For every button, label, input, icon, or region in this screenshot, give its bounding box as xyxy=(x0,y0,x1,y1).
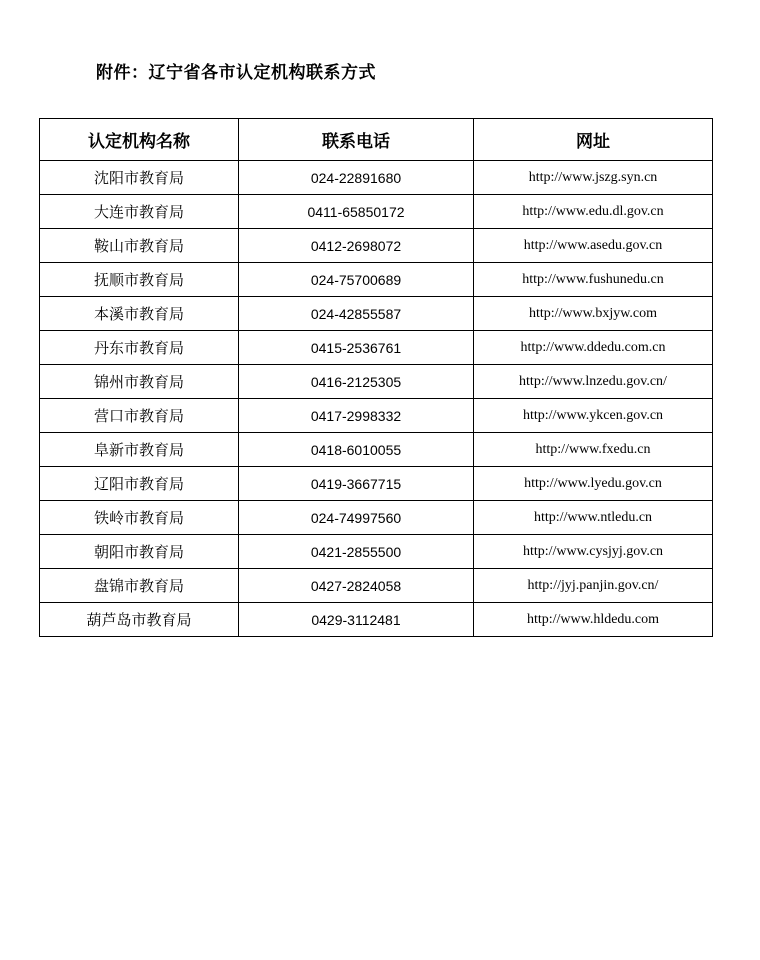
org-url: http://www.jszg.syn.cn xyxy=(474,161,713,195)
header-name: 认定机构名称 xyxy=(40,119,239,161)
org-phone: 024-75700689 xyxy=(239,263,474,297)
org-phone: 024-42855587 xyxy=(239,297,474,331)
org-url: http://www.ddedu.com.cn xyxy=(474,331,713,365)
org-phone: 0415-2536761 xyxy=(239,331,474,365)
org-url: http://www.fushunedu.cn xyxy=(474,263,713,297)
org-name: 辽阳市教育局 xyxy=(40,467,239,501)
table-row xyxy=(40,263,713,297)
org-name: 大连市教育局 xyxy=(40,195,239,229)
org-name: 葫芦岛市教育局 xyxy=(40,603,239,637)
table-row xyxy=(40,569,713,603)
org-name: 盘锦市教育局 xyxy=(40,569,239,603)
org-phone: 0429-3112481 xyxy=(239,603,474,637)
org-phone: 0419-3667715 xyxy=(239,467,474,501)
org-name: 锦州市教育局 xyxy=(40,365,239,399)
table-row xyxy=(40,365,713,399)
org-url: http://jyj.panjin.gov.cn/ xyxy=(474,569,713,603)
table-row xyxy=(40,161,713,195)
header-url: 网址 xyxy=(474,119,713,161)
org-url: http://www.edu.dl.gov.cn xyxy=(474,195,713,229)
org-name: 铁岭市教育局 xyxy=(40,501,239,535)
table-row xyxy=(40,229,713,263)
org-phone: 024-74997560 xyxy=(239,501,474,535)
org-url: http://www.cysjyj.gov.cn xyxy=(474,535,713,569)
org-url: http://www.fxedu.cn xyxy=(474,433,713,467)
org-url: http://www.asedu.gov.cn xyxy=(474,229,713,263)
org-name: 阜新市教育局 xyxy=(40,433,239,467)
org-name: 沈阳市教育局 xyxy=(40,161,239,195)
table-body xyxy=(40,161,713,637)
org-name: 鞍山市教育局 xyxy=(40,229,239,263)
org-name: 本溪市教育局 xyxy=(40,297,239,331)
table-row xyxy=(40,467,713,501)
contact-table xyxy=(39,118,713,637)
org-phone: 0416-2125305 xyxy=(239,365,474,399)
org-phone: 024-22891680 xyxy=(239,161,474,195)
table-row xyxy=(40,501,713,535)
org-name: 营口市教育局 xyxy=(40,399,239,433)
table-row xyxy=(40,297,713,331)
table-row xyxy=(40,399,713,433)
org-url: http://www.bxjyw.com xyxy=(474,297,713,331)
org-name: 丹东市教育局 xyxy=(40,331,239,365)
org-url: http://www.lnzedu.gov.cn/ xyxy=(474,365,713,399)
page-title: 附件：辽宁省各市认定机构联系方式 xyxy=(96,63,376,83)
org-url: http://www.lyedu.gov.cn xyxy=(474,467,713,501)
org-phone: 0421-2855500 xyxy=(239,535,474,569)
org-url: http://www.ykcen.gov.cn xyxy=(474,399,713,433)
table-row xyxy=(40,331,713,365)
org-phone: 0418-6010055 xyxy=(239,433,474,467)
org-phone: 0412-2698072 xyxy=(239,229,474,263)
org-phone: 0427-2824058 xyxy=(239,569,474,603)
org-name: 朝阳市教育局 xyxy=(40,535,239,569)
org-url: http://www.hldedu.com xyxy=(474,603,713,637)
org-name: 抚顺市教育局 xyxy=(40,263,239,297)
table-row xyxy=(40,535,713,569)
header-row xyxy=(40,119,713,161)
table-row xyxy=(40,433,713,467)
org-phone: 0417-2998332 xyxy=(239,399,474,433)
org-phone: 0411-65850172 xyxy=(239,195,474,229)
header-phone: 联系电话 xyxy=(239,119,474,161)
table-header xyxy=(40,119,713,161)
table-row xyxy=(40,195,713,229)
table-row xyxy=(40,603,713,637)
org-url: http://www.ntledu.cn xyxy=(474,501,713,535)
